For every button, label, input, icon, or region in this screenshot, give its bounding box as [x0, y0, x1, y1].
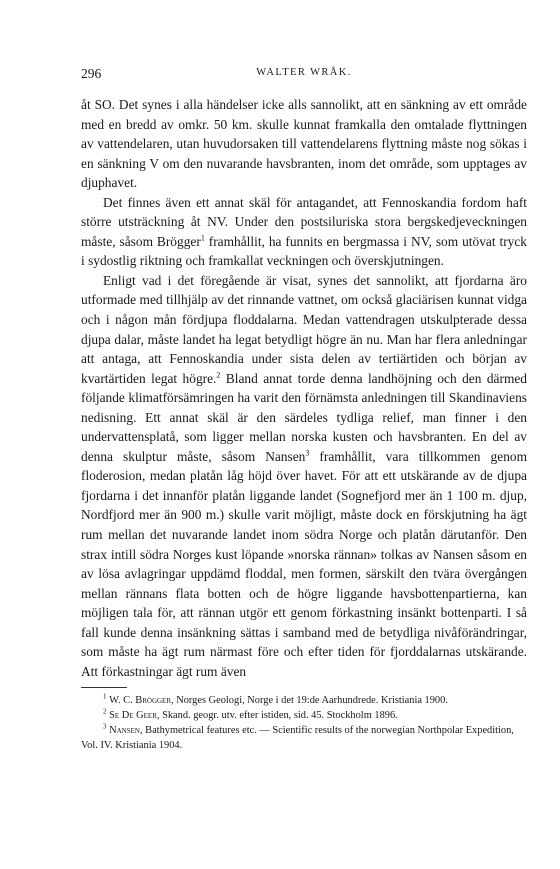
paragraph	[81, 95, 527, 193]
page-number: 296	[81, 66, 102, 81]
footnote-divider	[81, 687, 127, 688]
paragraph-text: Enligt vad i det föregående är visat, synes det sannolikt, att fjordarna äro utformade med tillhjälp av det rinnande vattnet, om också glaciärisen kunnat vidga och i någon mån fördjupa floddalarna. Medan vattendragen utskulpterade dessa djupa dalar, måste landet ha legat betydligt högre än nu. Man har flera anledningar att antaga, att Fennoskandia under sista delen av tertiärtiden och början av kvartärtiden legat högre.	[81, 272, 527, 386]
running-head	[81, 66, 527, 86]
footnote-author: W. C. Brögger,	[109, 695, 174, 707]
footnote-marker: 1	[103, 692, 107, 701]
paragraph-text: framhållit, vara tillkommen genom floderosion, medan platån låg höjd över havet. För att ett utskärande av de djupa fjordarna i det innanför platån liggande landet (Sognefjord mer än 1 100 m. djup, Nordfjord mer än 900 m.) skulle varit möjligt, måste dock en förskjutning ha ägt rum mellan det nuvarande landet inom södra Norge och platån därutanför. Den strax intill södra Norges kust löpande »norska rännan» tolkas av Nansen såsom en av lösa avlagringar uppdämd floddal, men formen, särskilt den tvära övergången mellan rännans flata botten och de högre liggande havsbottenpartierna, kan möjligen tala för, att rännan utgör ett genom förkastning insänkt bottenparti. I så fall kunde denna insänkning sättas i samband med de betydliga nivåförändringar, som måste ha ägt rum närmast före och efter tiden för fjorddalarnas utskärande. Att förkastningar ägt rum även	[81, 448, 527, 679]
footnote-marker: 3	[103, 722, 107, 731]
document-page	[81, 66, 527, 753]
footnote	[81, 693, 527, 708]
footnote-ref[interactable]: 2	[216, 370, 221, 380]
footnote	[81, 708, 527, 723]
paragraph-text: åt SO. Det synes i alla händelser icke alls sannolikt, att en sänkning av ett område med en bredd av omkr. 50 km. skulle kunnat framkalla den omtalade flyttningen av vattendelaren, utan huvudorsaken till vattendelarens flyttning måste nog sökas i en sänkning V om den nuvarande havsbranten, inom det område, som upptages av djuphavet.	[81, 97, 527, 191]
footnote-text: Bathymetrical features etc. — Scientific results of the norwegian Northpolar Expedition, Vol. IV. Kristiania 1904.	[81, 725, 514, 752]
paragraph-text: Bland annat torde denna landhöjning och den därmed följande klimatförsämringen ha varit den förnämsta anledningen till Skandinaviens nedisning. Ett annat skäl är den särdeles tydliga relief, man finner i den undervattensplatå, som ligger mellan norska kusten och havsbranten. En del av denna skulptur måste, såsom Nansen	[81, 370, 527, 464]
paragraph	[81, 271, 527, 681]
body-text	[81, 95, 527, 681]
footnotes	[81, 693, 527, 753]
footnote-marker: 2	[103, 707, 107, 716]
footnote-ref[interactable]: 1	[200, 233, 205, 243]
paragraph	[81, 193, 527, 271]
footnote-ref[interactable]: 3	[305, 448, 310, 458]
footnote	[81, 723, 527, 753]
footnote-text: Skand. geogr. utv. efter istiden, sid. 45. Stockholm 1896.	[159, 710, 398, 722]
footnote-author: Se De Geer,	[109, 710, 160, 722]
footnote-text: Norges Geologi, Norge i det 19:de Aarhundrede. Kristiania 1900.	[173, 695, 448, 707]
paragraph-text: Det finnes även ett annat skäl för antagandet, att Fennoskandia fordom haft större utsträckning åt NV. Under den postsiluriska stora bergskedjeveckningen måste, såsom Brögger	[81, 194, 527, 249]
footnote-author: Nansen,	[109, 725, 143, 737]
paragraph-text: framhållit, ha funnits en bergmassa i NV, som utövat tryck i sydostlig riktning och framkallat veckningen och överskjutningen.	[81, 233, 528, 269]
running-title: WALTER WRÅK.	[256, 67, 352, 78]
